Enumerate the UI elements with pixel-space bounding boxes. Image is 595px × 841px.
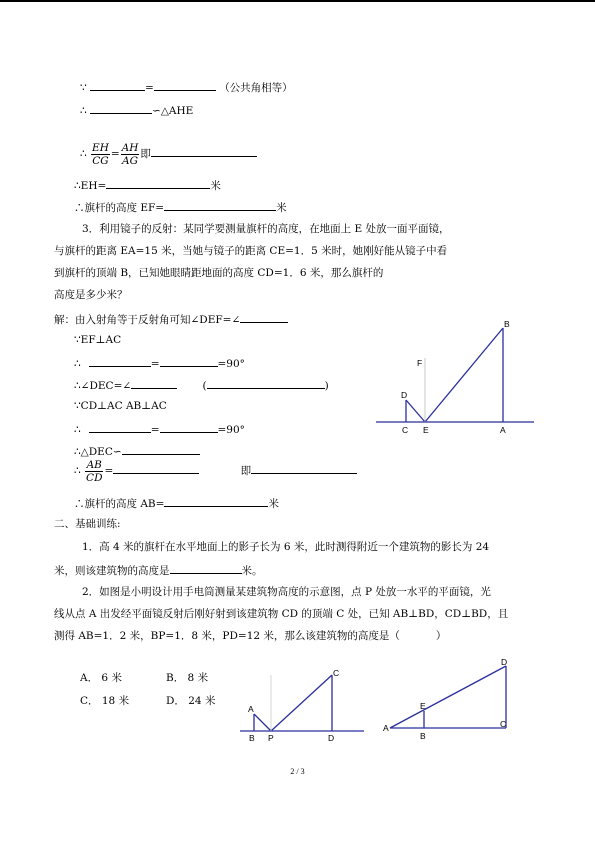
solution-line-6: ∴ = =90° — [74, 424, 245, 436]
fraction-ah-ag: $\frac{AH}{AG}$ — [121, 141, 139, 167]
option-d[interactable]: D． 24 米 — [166, 695, 216, 707]
answer-blank[interactable] — [154, 80, 216, 91]
answer-blank[interactable] — [90, 103, 152, 114]
solution-line-5: ∵CD⊥AC AB⊥AC — [74, 400, 167, 412]
label-b: B — [249, 733, 255, 743]
segment-ap — [254, 714, 271, 731]
answer-blank[interactable] — [170, 563, 242, 574]
label-a: A — [248, 704, 254, 714]
segment-eb — [425, 328, 503, 422]
answer-blank[interactable] — [122, 444, 200, 455]
question-1-line-1: 1．高 4 米的旗杆在水平地面上的影子长为 6 米，此时测得附近一个建筑物的影长为 24 — [82, 541, 490, 553]
line-reason-1: ∵ = （公共角相等） — [80, 82, 293, 94]
segment-de — [406, 400, 425, 422]
line-ef: ∴旗杆的高度 EF= 米 — [74, 202, 287, 214]
answer-blank[interactable] — [90, 80, 145, 91]
segment-pc — [271, 675, 332, 731]
question-1-line-2: 米，则该建筑物的高度是 米。 — [54, 565, 263, 577]
solution-line-7: ∴△DEC∽ — [74, 444, 200, 459]
problem-3-line-3: 到旗杆的顶端 B，已知她眼睛距地面的高度 CD=1．6 米，那么旗杆的 — [54, 267, 384, 279]
label-a: A — [383, 723, 389, 733]
answer-blank[interactable] — [251, 463, 357, 474]
line-ratio-1: ∴ $\frac{EH}{CG}$ = $\frac{AH}{AG}$ 即 — [80, 141, 257, 167]
label-c: C — [402, 425, 409, 435]
label-d: D — [328, 733, 335, 743]
section-2-title: 二、基础训练: — [54, 518, 121, 530]
page-number: 2 / 3 — [290, 767, 305, 776]
solution-line-4: ∴∠DEC=∠ ( ) — [74, 380, 329, 392]
answer-blank[interactable] — [164, 200, 276, 211]
label-d: D — [401, 390, 408, 400]
fraction-ab-cd: $\frac{AB}{CD}$ — [86, 458, 103, 484]
header-rule — [0, 0, 595, 2]
flagpole-mirror-figure — [374, 318, 539, 438]
answer-blank[interactable] — [240, 312, 288, 323]
problem-3-line-4: 高度是多少米？ — [54, 289, 128, 301]
label-b: B — [420, 731, 426, 740]
problem-3-line-2: 与旗杆的距离 EA=15 米，当她与镜子的距离 CE=1．5 米时，她刚好能从镜子中看 — [54, 245, 448, 257]
answer-blank[interactable] — [207, 378, 325, 389]
option-a[interactable]: A． 6 米 — [80, 672, 122, 684]
label-p: P — [268, 733, 274, 743]
label-c: C — [500, 719, 507, 729]
flashlight-mirror-figure — [238, 665, 368, 745]
fraction-eh-cg: $\frac{EH}{CG}$ — [92, 141, 109, 167]
line-similar-1: ∴ ∽△AHE — [80, 105, 194, 117]
label-a: A — [500, 425, 506, 435]
line-eh: ∴EH= 米 — [74, 180, 221, 192]
label-e: E — [423, 425, 429, 435]
answer-blank[interactable] — [151, 146, 257, 157]
answer-blank[interactable] — [164, 496, 268, 507]
question-2-line-2: 线从点 A 出发经平面镜反射后刚好射到该建筑物 CD 的顶端 C 处，已知 AB⊥BD，CD⊥BD，且 — [54, 608, 509, 620]
answer-blank[interactable] — [160, 422, 218, 433]
question-2-line-1: 2．如图是小明设计用手电筒测量某建筑物高度的示意图，点 P 处放一水平的平面镜，光 — [82, 586, 491, 598]
label-d: D — [501, 657, 508, 667]
label-e: E — [420, 701, 426, 711]
option-b[interactable]: B． 8 米 — [166, 672, 209, 684]
answer-blank[interactable] — [106, 178, 210, 189]
problem-3-line-1: 3．利用镜子的反射：某同学要测量旗杆的高度，在地面上 E 处放一面平面镜， — [82, 223, 450, 235]
answer-blank[interactable] — [113, 463, 199, 474]
option-c[interactable]: C． 18 米 — [80, 695, 130, 707]
solution-line-2: ∵EF⊥AC — [74, 334, 122, 346]
label-f: F — [417, 358, 423, 368]
answer-blank[interactable] — [89, 422, 151, 433]
similar-triangles-figure — [380, 655, 520, 740]
solution-line-3: ∴ = =90° — [74, 358, 245, 370]
label-c: C — [333, 668, 340, 678]
answer-blank[interactable] — [131, 378, 177, 389]
solution-line-8: ∴ $\frac{AB}{CD}$ = 即 — [74, 458, 357, 484]
solution-line-9: ∴旗杆的高度 AB= 米 — [74, 498, 279, 510]
question-2-line-3: 测得 AB=1．2 米，BP=1．8 米，PD=12 米，那么该建筑物的高度是（ ） — [54, 630, 447, 642]
answer-blank[interactable] — [89, 356, 151, 367]
label-b: B — [504, 319, 510, 329]
answer-blank[interactable] — [160, 356, 218, 367]
segment-ad — [390, 666, 506, 728]
solution-line-1: 解：由入射角等于反射角可知∠DEF=∠ — [54, 312, 288, 327]
